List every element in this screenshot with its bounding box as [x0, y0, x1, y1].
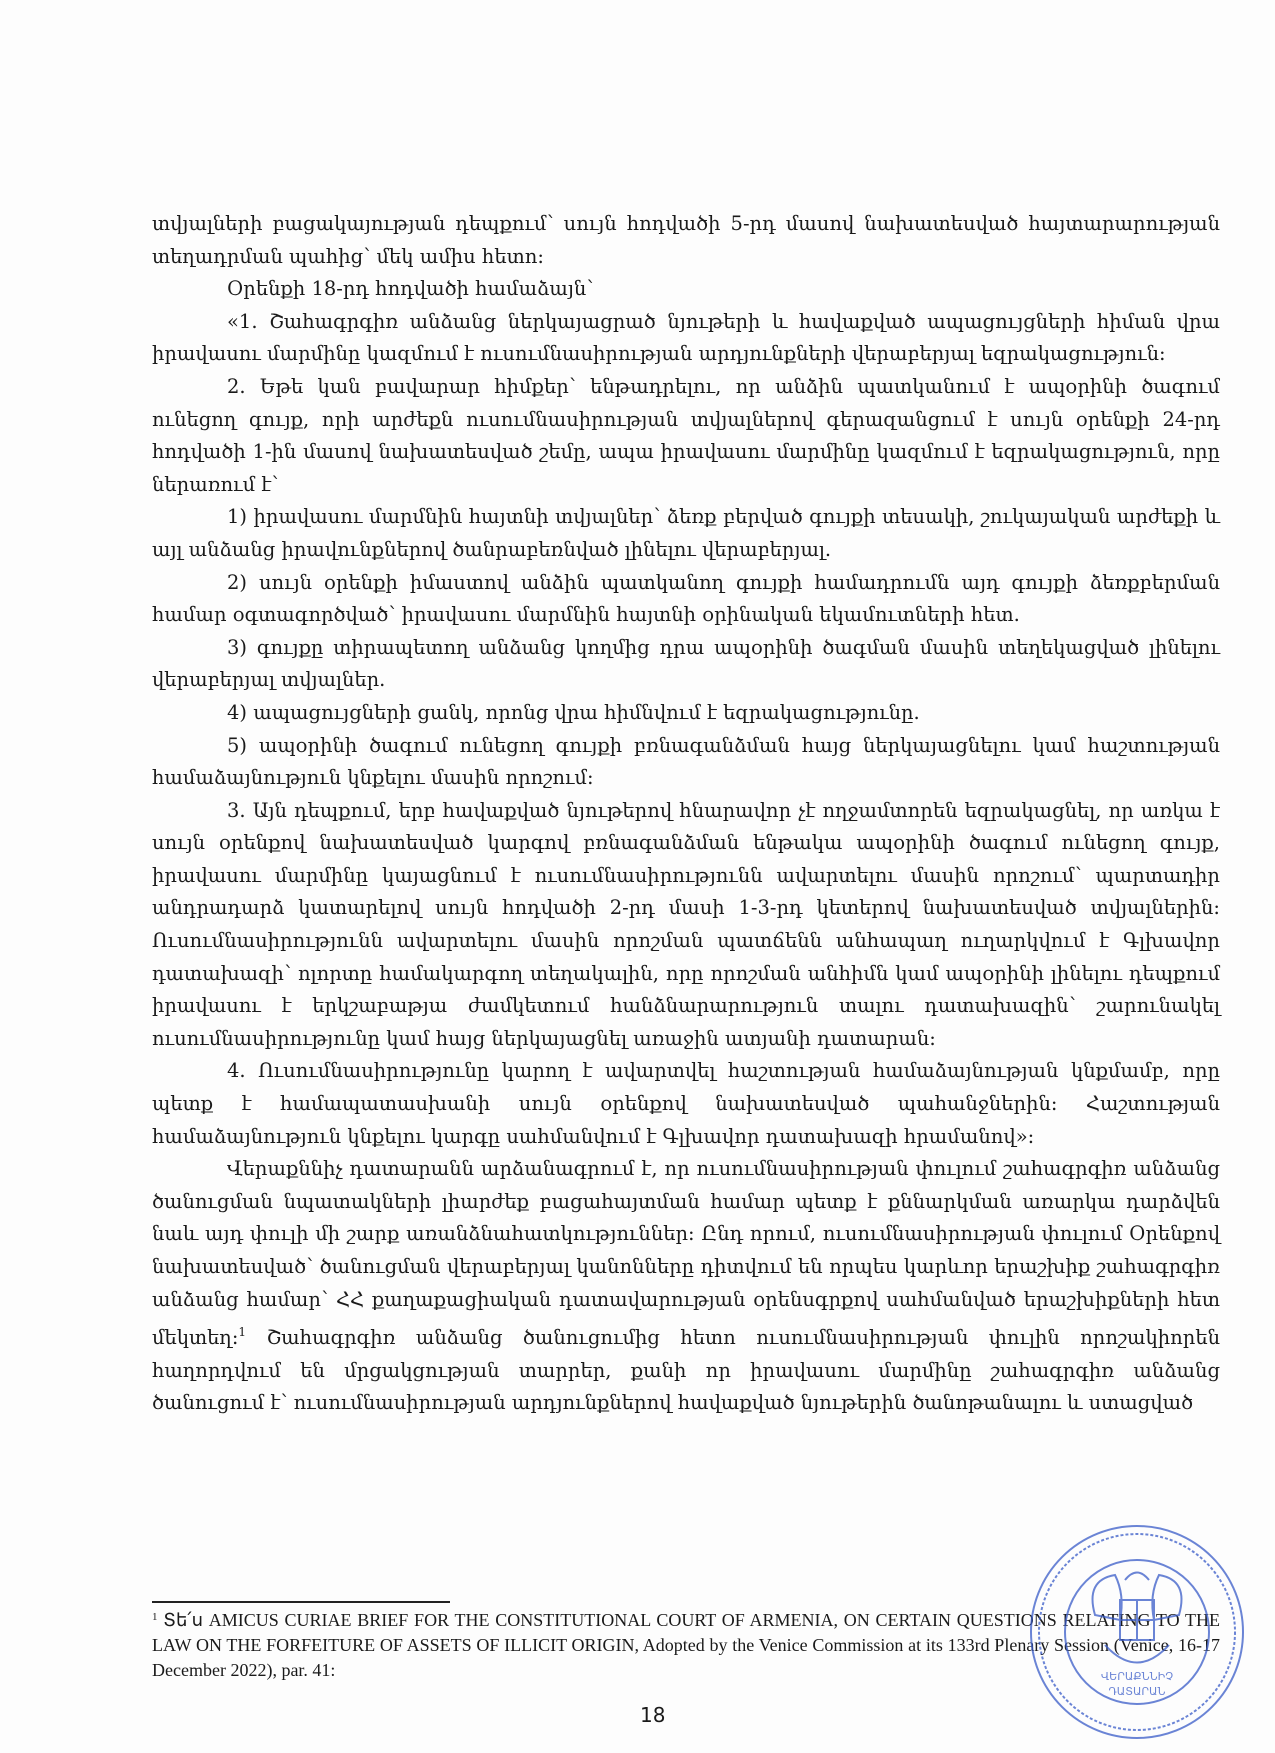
paragraph-clause-2: 2. Եթե կան բավարար հիմքեր՝ ենթադրելու, որ անձին պատկանում է ապօրինի ծագում ունեցող գույք, որի արժեքն ուսումնասիրության տվյալներով գերազանցում է սույն օրենքի 24-րդ հոդվածի 1-ին մասով նախատեսված շեմը, ապա իրավասու մարմինը կազմում է եզրակացություն, որը ներառում է՝ — [152, 374, 1220, 496]
paragraph-clause-4: 4. Ուսումնասիրությունը կարող է ավարտվել հաշտության համաձայնության կնքմամբ, որը պետք է համապատասխանի սույն օրենքով նախատեսված պահանջներին: Հաշտության համաձայնություն կնքելու կարգը սահմանվում է Գլխավոր դատախազի հրամանով»: — [152, 1059, 1220, 1148]
body-text — [152, 208, 1220, 1420]
paragraph-clause-3: 3. Այն դեպքում, երբ հավաքված նյութերով հնարավոր չէ ողջամտորեն եզրակացնել, որ առկա է սույն օրենքով նախատեսված կարգով բռնագանձման ենթակա ապօրինի ծագում ունեցող գույք, իրավասու մարմինը կայացնում է ուսումնասիրությունն ավարտելու մասին որոշում՝ պարտադիր անդրադարձ կատարելով սույն հոդվածի 2-րդ մասի 1-3-րդ կետերով նախատեսված տվյալներին: Ուսումնասիրությունն ավարտելու մասին որոշման պատճենն անհապաղ ուղարկվում է Գլխավոր դատախազի՝ ոլորտը համակարգող տեղակալին, որը որոշման անհիմն կամ ապօրինի լինելու դեպքում իրավասու է երկշաբաթյա ժամկետում հանձնարարություն տալու դատախազին՝ շարունակել ուսումնասիրությունը կամ հայց ներկայացնել առաջին ատյանի դատարան: — [152, 798, 1220, 1050]
list-item-2: 2) սույն օրենքի իմաստով անձին պատկանող գույքի համադրումն այդ գույքի ձեռքբերման համար օգտագործված՝ իրավասու մարմնին հայտնի օրինական եկամուտների հետ. — [152, 570, 1220, 627]
footnote-reference[interactable]: 1 — [238, 1325, 247, 1340]
court-seal-stamp-icon — [1025, 1520, 1250, 1745]
page-number: 18 — [640, 1703, 666, 1727]
list-item-5: 5) ապօրինի ծագում ունեցող գույքի բռնագանձման հայց ներկայացնելու կամ հաշտության համաձայնություն կնքելու մասին որոշում: — [152, 733, 1220, 790]
paragraph-clause-1: «1. Շահագրգիռ անձանց ներկայացրած նյութերի և հավաքված ապացույցների հիման վրա իրավասու մարմինը կազմում է ուսումնասիրության արդյունքների վերաբերյալ եզրակացություն: — [152, 309, 1220, 366]
footnote-separator — [152, 1601, 450, 1603]
footnote-text: Տե՛ս AMICUS CURIAE BRIEF FOR THE CONSTITUTIONAL COURT OF ARMENIA, ON CERTAIN QUESTIONS RELATING TO THE LAW ON THE FORFEITURE OF ASSETS OF ILLICIT ORIGIN, Adopted by the Venice Commission at its 133rd Plenary Session (Venice, 16-17 December 2022), par. 41: — [152, 1610, 1220, 1680]
list-item-4: 4) ապացույցների ցանկ, որոնց վրա հիմնվում է եզրակացությունը. — [227, 700, 920, 724]
list-item-1: 1) իրավասու մարմնին հայտնի տվյալներ՝ ձեռք բերված գույքի տեսակի, շուկայական արժեքի և այլ անձանց իրավունքներով ծանրաբեռնված լինելու վերաբերյալ. — [152, 505, 1220, 561]
reasoning-text-part-1: Վերաքննիչ դատարանն արձանագրում է, որ ուսումնասիրության փուլում շահագրգիռ անձանց ծանուցման նպատակների լիարժեք բացահայտման համար պետք է քննարկման առարկա դարձվեն նաև այդ փուլի մի շարք առանձնահատկություններ: Ընդ որում, ուսումնասիրության փուլում Օրենքով նախատեսված՝ ծանուցման վերաբերյալ կանոնները դիտվում են որպես կարևոր երաշխիք շահագրգիռ անձանց համար՝ ՀՀ քաղաքացիական դատավարության օրենսգրքով սահմանված երաշխիքների հետ մեկտեղ: — [152, 1157, 1220, 1350]
paragraph-continuation: տվյալների բացակայության դեպքում՝ սույն հոդվածի 5-րդ մասով նախատեսված հայտարարության տեղադրման պահից՝ մեկ ամիս հետո: — [152, 212, 1220, 268]
paragraph-article-intro: Օրենքի 18-րդ հոդվածի համաձայն՝ — [227, 277, 594, 301]
reasoning-text-part-2: Շահագրգիռ անձանց ծանուցումից հետո ուսումնասիրության փուլին որոշակիորեն հաղորդվում են մրցակցության տարրեր, քանի որ իրավասու մարմինը շահագրգիռ անձանց ծանուցում է՝ ուսումնասիրության արդյունքներով հավաքված նյութերին ծանոթանալու և ստացված — [152, 1326, 1220, 1415]
footnote-number: 1 — [152, 1611, 158, 1623]
list-item-3: 3) գույքը տիրապետող անձանց կողմից դրա ապօրինի ծագման մասին տեղեկացված լինելու վերաբերյալ տվյալներ. — [152, 635, 1220, 692]
paragraph-court-reasoning — [152, 1153, 1220, 1420]
svg-text:ՎԵՐԱՔՆՆԻՉ: ՎԵՐԱՔՆՆԻՉ — [1100, 1670, 1174, 1683]
svg-text:ԴԱՏԱՐԱՆ: ԴԱՏԱՐԱՆ — [1108, 1685, 1166, 1698]
